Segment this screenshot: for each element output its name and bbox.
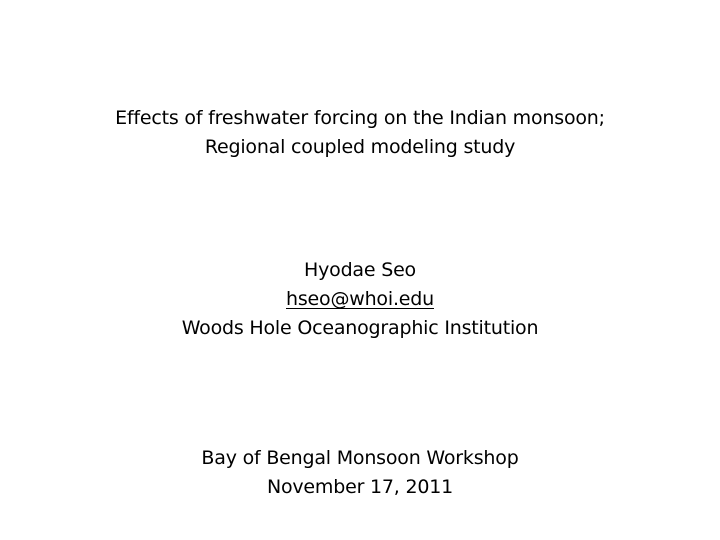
author-name: Hyodae Seo [304, 259, 416, 281]
title-line-1: Effects of freshwater forcing on the Indian monsoon; [115, 107, 605, 129]
author-email-link[interactable]: hseo@whoi.edu [286, 288, 434, 310]
author-email-line [0, 285, 720, 314]
event-date: November 17, 2011 [266, 476, 454, 498]
event-block [0, 444, 720, 502]
event-name: Bay of Bengal Monsoon Workshop [201, 447, 519, 469]
author-institution: Woods Hole Oceanographic Institution [181, 317, 539, 339]
author-block [0, 256, 720, 343]
title-block [0, 104, 720, 162]
title-line-2: Regional coupled modeling study [204, 136, 516, 158]
